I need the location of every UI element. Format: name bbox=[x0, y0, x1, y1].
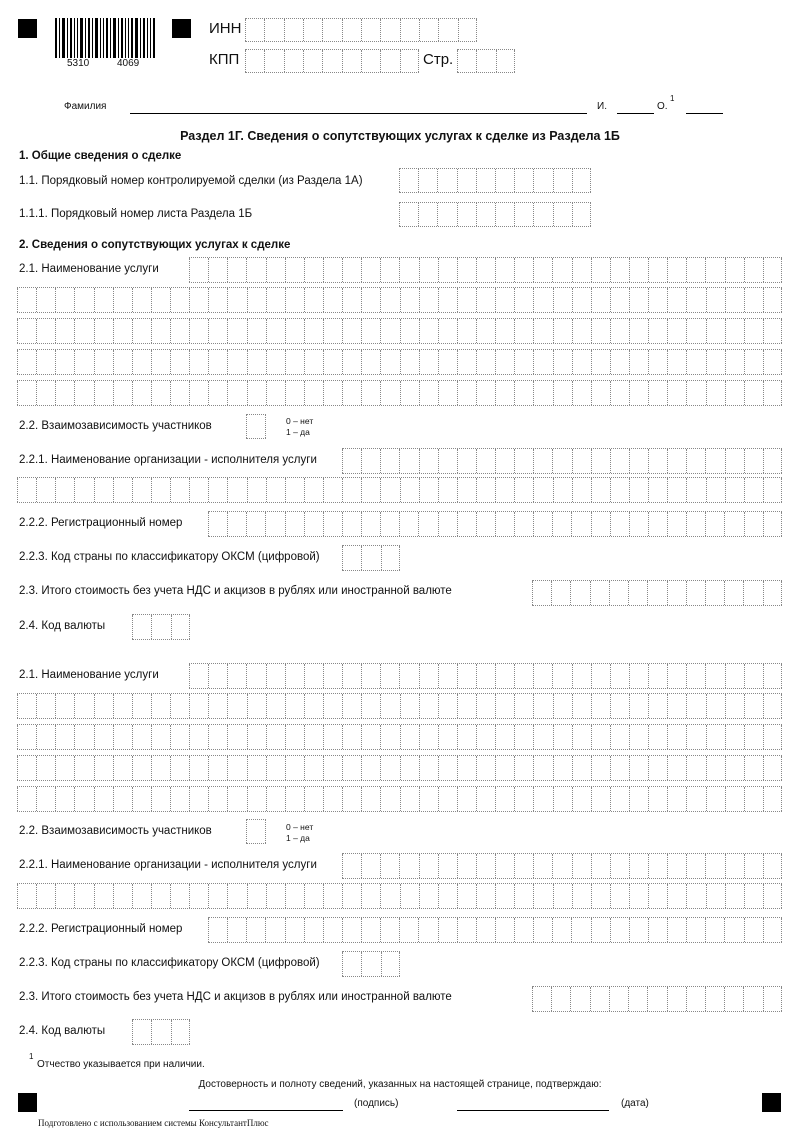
barcode bbox=[55, 18, 159, 58]
confirmation-text: Достоверность и полноту сведений, указанных на настоящей странице, подтверждаю: bbox=[198, 1079, 602, 1090]
signature-label: (подпись) bbox=[354, 1098, 399, 1109]
block2-service-name-row2[interactable] bbox=[17, 693, 782, 719]
block1-reg-number-label: 2.2.2. Регистрационный номер bbox=[19, 517, 183, 529]
date-label: (дата) bbox=[621, 1098, 649, 1109]
block2-interdependence-cell[interactable] bbox=[246, 819, 266, 844]
block2-country-code-cells[interactable] bbox=[342, 951, 400, 977]
block1-total-cost-cells[interactable] bbox=[532, 580, 782, 606]
kpp-label: КПП bbox=[209, 51, 240, 68]
registration-marker-bottom-right bbox=[762, 1093, 781, 1112]
initial-patronymic-field[interactable] bbox=[686, 113, 723, 114]
block1-interdependence-cell[interactable] bbox=[246, 414, 266, 439]
date-field[interactable] bbox=[457, 1110, 609, 1111]
inn-cells[interactable] bbox=[245, 18, 477, 42]
registration-marker-top-left bbox=[18, 19, 37, 38]
page-label: Стр. bbox=[423, 51, 454, 68]
initial-name-label: И. bbox=[597, 101, 607, 112]
footnote-ref: 1 bbox=[670, 94, 675, 103]
block2-service-name-row3[interactable] bbox=[17, 724, 782, 750]
registration-marker-top-right bbox=[172, 19, 191, 38]
block2-total-cost-label: 2.3. Итого стоимость без учета НДС и акцизов в рублях или иностранной валюте bbox=[19, 991, 452, 1003]
block1-service-name-row5[interactable] bbox=[17, 380, 782, 406]
block1-country-code-label: 2.2.3. Код страны по классификатору ОКСМ (цифровой) bbox=[19, 551, 320, 563]
block1-total-cost-label: 2.3. Итого стоимость без учета НДС и акцизов в рублях или иностранной валюте bbox=[19, 585, 452, 597]
field-1-1-1-label: 1.1.1. Порядковый номер листа Раздела 1Б bbox=[19, 208, 253, 220]
page-number-cells[interactable] bbox=[457, 49, 515, 73]
block1-service-name-label: 2.1. Наименование услуги bbox=[19, 263, 159, 275]
block1-org-name-row1[interactable] bbox=[342, 448, 782, 474]
block1-service-name-row3[interactable] bbox=[17, 318, 782, 344]
block2-service-name-label: 2.1. Наименование услуги bbox=[19, 669, 159, 681]
section-title: Раздел 1Г. Сведения о сопутствующих услугах к сделке из Раздела 1Б bbox=[180, 129, 620, 143]
block1-option-no: 0 – нет bbox=[286, 416, 314, 426]
block2-service-name-row1[interactable] bbox=[189, 663, 782, 689]
block2-currency-code-cells[interactable] bbox=[132, 1019, 190, 1045]
block1-service-name-row1[interactable] bbox=[189, 257, 782, 283]
block2-reg-number-cells[interactable] bbox=[208, 917, 782, 943]
block1-org-name-row2[interactable] bbox=[17, 477, 782, 503]
block1-currency-code-label: 2.4. Код валюты bbox=[19, 620, 106, 632]
block1-country-code-cells[interactable] bbox=[342, 545, 400, 571]
prepared-with-note: Подготовлено с использованием системы КонсультантПлюс bbox=[38, 1118, 269, 1128]
block2-service-name-row4[interactable] bbox=[17, 755, 782, 781]
block2-reg-number-label: 2.2.2. Регистрационный номер bbox=[19, 923, 183, 935]
barcode-number-right: 4069 bbox=[117, 58, 140, 69]
field-1-1-label: 1.1. Порядковый номер контролируемой сделки (из Раздела 1А) bbox=[19, 175, 363, 187]
registration-marker-bottom-left bbox=[18, 1093, 37, 1112]
block2-currency-code-label: 2.4. Код валюты bbox=[19, 1025, 106, 1037]
block2-total-cost-cells[interactable] bbox=[532, 986, 782, 1012]
initial-name-field[interactable] bbox=[617, 113, 654, 114]
block1-currency-code-cells[interactable] bbox=[132, 614, 190, 640]
signature-field[interactable] bbox=[189, 1110, 343, 1111]
part2-title: 2. Сведения о сопутствующих услугах к сделке bbox=[19, 239, 291, 251]
field-1-1-cells[interactable] bbox=[399, 168, 591, 193]
block2-country-code-label: 2.2.3. Код страны по классификатору ОКСМ (цифровой) bbox=[19, 957, 320, 969]
block2-org-name-row1[interactable] bbox=[342, 853, 782, 879]
block1-org-name-label: 2.2.1. Наименование организации - исполнителя услуги bbox=[19, 454, 317, 466]
surname-field[interactable] bbox=[130, 113, 587, 114]
block2-option-yes: 1 – да bbox=[286, 833, 310, 843]
block2-option-no: 0 – нет bbox=[286, 822, 314, 832]
footnote-mark: 1 bbox=[29, 1052, 34, 1061]
barcode-number-left: 5310 bbox=[67, 58, 90, 69]
block1-reg-number-cells[interactable] bbox=[208, 511, 782, 537]
block2-service-name-row5[interactable] bbox=[17, 786, 782, 812]
initial-patronymic-label: О. bbox=[657, 101, 668, 112]
kpp-cells[interactable] bbox=[245, 49, 419, 73]
part1-title: 1. Общие сведения о сделке bbox=[19, 150, 182, 162]
inn-label: ИНН bbox=[209, 20, 242, 37]
block1-interdependence-label: 2.2. Взаимозависимость участников bbox=[19, 420, 212, 432]
block2-org-name-row2[interactable] bbox=[17, 883, 782, 909]
block2-interdependence-label: 2.2. Взаимозависимость участников bbox=[19, 825, 212, 837]
surname-label: Фамилия bbox=[64, 101, 107, 112]
block2-org-name-label: 2.2.1. Наименование организации - исполнителя услуги bbox=[19, 859, 317, 871]
block1-service-name-row2[interactable] bbox=[17, 287, 782, 313]
block1-option-yes: 1 – да bbox=[286, 427, 310, 437]
field-1-1-1-cells[interactable] bbox=[399, 202, 591, 227]
footnote-text: Отчество указывается при наличии. bbox=[37, 1059, 205, 1070]
block1-service-name-row4[interactable] bbox=[17, 349, 782, 375]
